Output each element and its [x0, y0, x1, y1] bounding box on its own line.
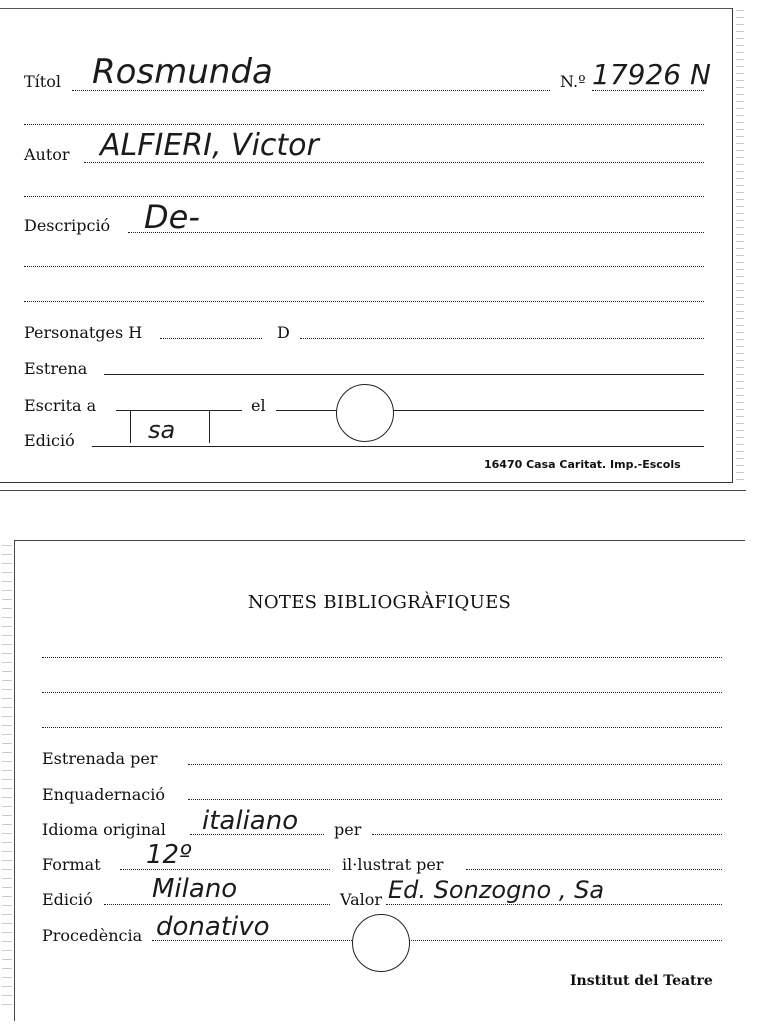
illustrat-line [466, 869, 722, 870]
escrita-label: Escrita a [24, 396, 97, 415]
descripcio-line [128, 232, 704, 233]
estrenada-line [188, 764, 722, 765]
enquadernacio-line [188, 799, 722, 800]
idioma-label: Idioma original [42, 820, 166, 839]
descripcio-label: Descripció [24, 216, 111, 235]
procedencia-value: donativo [156, 912, 270, 942]
procedencia-label: Procedència [42, 926, 143, 945]
idioma-line [190, 834, 324, 835]
descripcio-line-3 [24, 301, 704, 302]
titol-extra-line [24, 124, 704, 125]
personatges-d-line [300, 338, 704, 339]
autor-label: Autor [24, 145, 70, 164]
edicio-label: Edició [24, 431, 75, 450]
titol-line [72, 90, 550, 91]
scan-speckle-right [736, 10, 744, 480]
number-line [592, 90, 704, 91]
valor-value: Ed. Sonzogno , Sa [388, 876, 605, 904]
estrena-label: Estrena [24, 359, 88, 378]
personatges-d-label: D [277, 323, 290, 342]
illustrat-label: il·lustrat per [342, 855, 444, 874]
edicio-line [92, 446, 704, 447]
punch-hole [336, 384, 394, 442]
estrena-line [104, 374, 704, 375]
notes-line-3 [42, 727, 722, 728]
notes-heading: NOTES BIBLIOGRÀFIQUES [247, 592, 512, 613]
edicio-2-value: Milano [152, 874, 238, 904]
card-separator [0, 490, 746, 491]
titol-value: Rosmunda [92, 52, 273, 92]
institut-footer: Institut del Teatre [570, 973, 713, 989]
autor-extra-line [24, 196, 704, 197]
personatges-h-line [160, 338, 262, 339]
el-label: el [251, 396, 266, 415]
idioma-value: italiano [202, 806, 299, 836]
edicio-2-line [104, 904, 330, 905]
descripcio-value: De- [144, 198, 200, 236]
personatges-label: Personatges H [24, 323, 143, 342]
per-label: per [334, 820, 362, 839]
notes-line-1 [42, 657, 722, 658]
number-value: 17926 N [592, 58, 711, 91]
enquadernacio-label: Enquadernació [42, 785, 165, 804]
procedencia-line [152, 940, 722, 941]
estrenada-label: Estrenada per [42, 749, 158, 768]
edicio-value: sa [148, 416, 176, 444]
punch-hole-2 [352, 914, 410, 972]
format-label: Format [42, 855, 101, 874]
printer-note: 16470 Casa Caritat. Imp.-Escols [484, 458, 681, 471]
autor-value: ALFIERI, Victor [100, 128, 319, 163]
format-line [120, 869, 330, 870]
per-line [372, 834, 722, 835]
number-label: N.º [560, 72, 586, 91]
autor-line [84, 162, 704, 163]
valor-label: Valor [340, 890, 383, 909]
valor-line [386, 904, 722, 905]
notes-line-2 [42, 692, 722, 693]
edicio-2-label: Edició [42, 890, 93, 909]
scan-speckle-left [2, 545, 12, 1005]
titol-label: Títol [24, 72, 61, 91]
descripcio-line-2 [24, 266, 704, 267]
format-value: 12º [146, 840, 192, 870]
